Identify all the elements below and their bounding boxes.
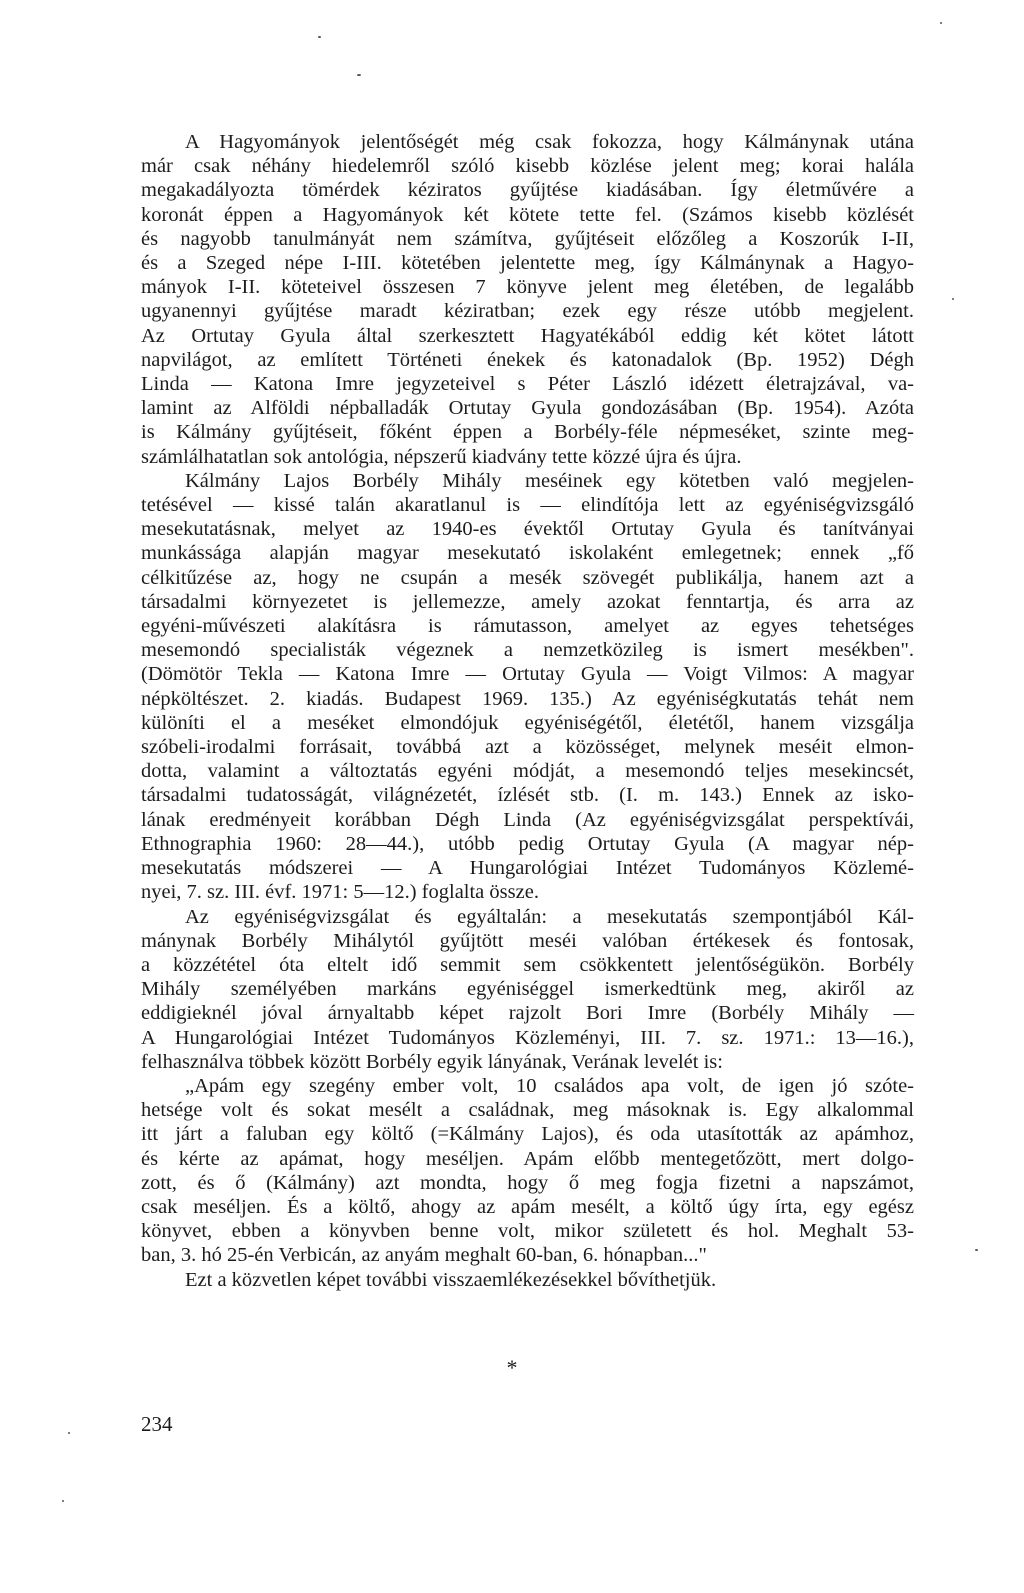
body-text — [141, 130, 914, 1292]
text-line: mesemondó specialisták végeznek a nemzetközileg is ismert mesékben". — [141, 639, 914, 662]
text-line: már csak néhány hiedelemről szóló kisebb közlése jelent meg; korai halála — [141, 155, 914, 178]
scan-speck — [68, 1432, 70, 1434]
text-line: és a Szeged népe I-III. kötetében jelentette meg, így Kálmánynak a Hagyo- — [141, 252, 914, 275]
text-line: lának eredményeit korábban Dégh Linda (Az egyéniségvizsgálat perspektívái, — [141, 808, 914, 831]
page-number: 234 — [141, 1412, 173, 1436]
scan-speck — [975, 1249, 978, 1251]
text-line: itt járt a faluban egy költő (=Kálmány Lajos), és oda utasították az apámhoz, — [141, 1123, 914, 1146]
paragraph-2 — [141, 469, 914, 905]
text-line: Ezt a közvetlen képet további visszaemlékezésekkel bővíthetjük. — [185, 1268, 717, 1291]
text-line: nyei, 7. sz. III. évf. 1971: 5—12.) foglalta össze. — [141, 881, 539, 904]
paragraph-5 — [141, 1268, 914, 1292]
text-line: Mihály személyében markáns egyéniséggel ismerkedtünk meg, akiről az — [141, 978, 914, 1001]
text-line: számlálhatatlan sok antológia, népszerű kiadvány tette közzé újra és újra. — [141, 445, 742, 468]
text-line: napvilágot, az említett Történeti énekek és katonadalok (Bp. 1952) Dégh — [141, 348, 914, 371]
text-line: is Kálmány gyűjtéseit, főként éppen a Borbély-féle népmeséket, szinte meg- — [141, 421, 914, 444]
text-line: társadalmi környezetet is jellemezze, amely azokat fenntartja, és arra az — [141, 590, 914, 613]
text-line: „Apám egy szegény ember volt, 10 családos apa volt, de igen jó szóte- — [185, 1074, 914, 1097]
text-line: könyvet, ebben a könyvben benne volt, mikor született és hol. Meghalt 53- — [141, 1220, 914, 1243]
quotation — [141, 1074, 914, 1268]
text-line: társadalmi tudatosságát, világnézetét, ízlését stb. (I. m. 143.) Ennek az isko- — [141, 784, 914, 807]
text-line: (Dömötör Tekla — Katona Imre — Ortutay Gyula — Voigt Vilmos: A magyar — [141, 663, 914, 686]
text-line: különíti el a meséket elmondójuk egyéniségétől, életétől, hanem vizsgálja — [141, 711, 914, 734]
text-line: hetsége volt és sokat mesélt a családnak, meg másoknak is. Egy alkalommal — [141, 1099, 914, 1122]
text-line: célkitűzése az, hogy ne csupán a mesék szövegét publikálja, hanem azt a — [141, 566, 914, 589]
scan-speck — [318, 36, 321, 38]
text-line: Ethnographia 1960: 28—44.), utóbb pedig Ortutay Gyula (A magyar nép- — [141, 832, 914, 855]
paragraph-3 — [141, 905, 914, 1074]
paragraph-1 — [141, 130, 914, 469]
scan-speck — [940, 22, 942, 24]
text-line: Az egyéniségvizsgálat és egyáltalán: a mesekutatás szempontjából Kál- — [185, 905, 914, 928]
text-line: koronát éppen a Hagyományok két kötete tette fel. (Számos kisebb közlését — [141, 203, 914, 226]
text-line: dotta, valamint a változtatás egyéni módját, a mesemondó teljes mesekincsét, — [141, 760, 914, 783]
text-line: mesekutatás módszerei — A Hungarológiai Intézet Tudományos Közlemé- — [141, 857, 914, 880]
text-line: csak meséljen. És a költő, ahogy az apám mesélt, a költő úgy írta, egy egész — [141, 1195, 914, 1218]
text-line: népköltészet. 2. kiadás. Budapest 1969. 135.) Az egyéniségkutatás tehát nem — [141, 687, 914, 710]
text-line: mányok I-II. köteteivel összesen 7 könyve jelent meg életében, de legalább — [141, 276, 914, 299]
text-line: munkássága alapján magyar mesekutató iskolaként emlegetnek; ennek „fő — [141, 542, 914, 565]
text-line: egyéni-művészeti alakításra is rámutasson, amelyet az egyes tehetséges — [141, 615, 914, 638]
text-line: A Hagyományok jelentőségét még csak fokozza, hogy Kálmánynak utána — [185, 131, 914, 153]
scan-speck — [357, 74, 361, 76]
text-line: és nagyobb tanulmányát nem számítva, gyűjtéseit előzőleg a Koszorúk I-II, — [141, 227, 914, 250]
text-line: mesekutatásnak, melyet az 1940-es évektől Ortutay Gyula és tanítványai — [141, 518, 914, 541]
text-line: Az Ortutay Gyula által szerkesztett Hagyatékából eddig két kötet látott — [141, 324, 914, 347]
text-line: tetésével — kissé talán akaratlanul is — elindítója lett az egyéniségvizsgáló — [141, 494, 914, 517]
text-line: zott, és ő (Kálmány) azt mondta, hogy ő meg fogja fizetni a napszámot, — [141, 1171, 914, 1194]
text-line: ugyanennyi gyűjtése maradt kéziratban; ezek egy része utóbb megjelent. — [141, 300, 914, 323]
text-line: és kérte az apámat, hogy meséljen. Apám előbb mentegetőzött, mert dolgo- — [141, 1147, 914, 1170]
text-line: felhasználva többek között Borbély egyik lányának, Verának levelét is: — [141, 1050, 723, 1073]
text-line: A Hungarológiai Intézet Tudományos Közleményi, III. 7. sz. 1971.: 13—16.), — [141, 1026, 914, 1049]
text-line: megakadályozta tömérdek kéziratos gyűjtése kiadásában. Így életművére a — [141, 179, 914, 202]
text-line: ban, 3. hó 25-én Verbicán, az anyám meghalt 60-ban, 6. hónapban..." — [141, 1244, 707, 1267]
scan-speck — [62, 1500, 64, 1502]
text-line: lamint az Alföldi népballadák Ortutay Gyula gondozásában (Bp. 1954). Azóta — [141, 397, 914, 420]
section-ornament: * — [506, 1355, 518, 1380]
text-line: Linda — Katona Imre jegyzeteivel s Péter László idézett életrajzával, va- — [141, 373, 914, 396]
text-line: eddigieknél jóval árnyaltabb képet rajzolt Bori Imre (Borbély Mihály — — [141, 1002, 914, 1025]
text-line: szóbeli-irodalmi forrásait, továbbá azt a közösséget, melynek meséit elmon- — [141, 736, 914, 759]
text-line: a közzététel óta eltelt idő semmit sem csökkentett jelentőségükön. Borbély — [141, 953, 914, 976]
text-line: mánynak Borbély Mihálytól gyűjtött meséi valóban értékesek és fontosak, — [141, 929, 914, 952]
text-line: Kálmány Lajos Borbély Mihály meséinek egy kötetben való megjelen- — [185, 469, 914, 492]
scan-speck — [952, 298, 954, 300]
